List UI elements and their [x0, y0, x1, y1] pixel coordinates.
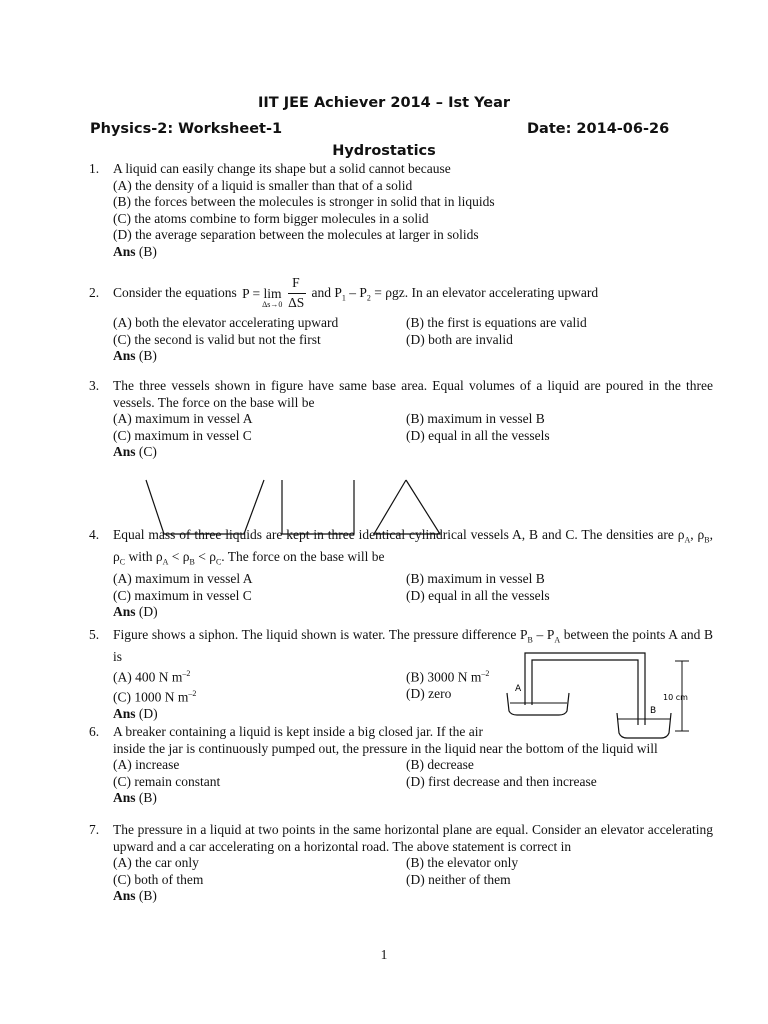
option-a: (A) maximum in vessel A [113, 411, 253, 426]
question-number: 2. [89, 285, 100, 300]
eq-rhs: = ρgz [370, 285, 405, 300]
option-row [113, 855, 713, 872]
stem-text: Consider the equations [113, 285, 237, 300]
option-b: (B) the forces between the molecules is stronger in solid that in liquids [113, 194, 495, 209]
answer-label: Ans [113, 888, 136, 903]
option-c: (C) remain constant [113, 773, 221, 789]
question-stem: The three vessels shown in figure have same base area. Equal volumes of a liquid are poured in the three vessels. The force on the base will be [113, 378, 713, 410]
option-c: (C) maximum in vessel C [113, 427, 252, 443]
option-a: (A) increase [113, 757, 180, 772]
stem-text: Figure shows a siphon. The liquid shown is water. The pressure difference P [113, 627, 528, 642]
question-stem: A liquid can easily change its shape but a solid cannot because [113, 161, 451, 176]
option-row [113, 571, 713, 588]
question-2 [89, 274, 713, 365]
answer-value: (B) [138, 348, 157, 363]
answer [113, 444, 713, 461]
point-b-label: B [650, 706, 657, 716]
option-row [113, 315, 713, 332]
subscript: C [215, 557, 222, 567]
option-b: (B) the first is equations are valid [406, 315, 587, 330]
option-b [406, 666, 489, 686]
stem-minus: – P [532, 627, 555, 642]
question-4 [89, 527, 713, 621]
point-a-label: A [515, 684, 522, 694]
option-a: (A) maximum in vessel A [113, 571, 253, 587]
option-c: (C) the atoms combine to form bigger molecules in a solid [113, 210, 429, 226]
option-a [113, 666, 406, 686]
height-label: 10 cm [663, 693, 688, 702]
question-number: 6. [89, 724, 100, 739]
answer-label: Ans [113, 348, 136, 363]
subscript: B [189, 557, 195, 567]
option-d: (D) the average separation between the molecules at larger in solids [113, 227, 479, 242]
answer-label: Ans [113, 705, 136, 721]
option-d: (D) neither of them [406, 871, 511, 887]
option-b: (B) maximum in vessel B [406, 411, 545, 426]
stem-lt: < ρ [194, 549, 216, 565]
question-7 [89, 822, 713, 905]
stem-end: . The force on the base will be [221, 549, 385, 565]
option-row [113, 411, 713, 428]
stem-post: . In an elevator accelerating upward [404, 285, 599, 300]
answer-value: (B) [138, 243, 157, 259]
answer [113, 348, 713, 365]
stem-text: Equal mass of three liquids are kept in three identical cylindrical vessels A, B and C. The densities are ρ [113, 527, 685, 542]
question-3 [89, 378, 713, 461]
fraction-bar [288, 293, 306, 294]
option-a: (A) the density of a liquid is smaller than that of a solid [113, 177, 413, 193]
subscript: 2 [366, 293, 371, 303]
option-d: (D) zero [406, 685, 452, 701]
answer-value: (D) [138, 604, 158, 620]
question-number: 3. [89, 378, 100, 393]
option-b: (B) decrease [406, 757, 474, 772]
option-row [113, 757, 713, 774]
vessel-b [282, 480, 354, 534]
stem-comma: , [690, 527, 694, 542]
stem-and: and P [311, 285, 342, 300]
option-row [113, 774, 713, 791]
vessel-c [374, 480, 440, 534]
page-number: 1 [380, 947, 388, 962]
eq-denominator: ΔS [288, 294, 305, 310]
left-container [507, 693, 569, 715]
option-b: (B) maximum in vessel B [406, 571, 545, 587]
subscript: B [704, 535, 710, 545]
answer-value: (C) [138, 444, 157, 459]
question-stem: The pressure in a liquid at two points in the same horizontal plane are equal. Consider an elevator accelerating upward and a car accelerating on a horizontal road. The above statement is correct in [113, 822, 713, 854]
question-stem [113, 274, 713, 315]
answer-label: Ans [113, 243, 136, 259]
option-c: (C) the second is valid but not the first [113, 331, 321, 347]
question-stem [113, 527, 713, 571]
option-b: (B) the elevator only [406, 855, 519, 870]
question-number: 7. [89, 822, 100, 837]
worksheet-subject: Physics-2: Worksheet-1 [90, 121, 283, 137]
answer-label: Ans [113, 790, 136, 805]
option-d: (D) equal in all the vessels [406, 427, 550, 443]
option-row [113, 872, 713, 889]
stem-rho: ρ [697, 527, 705, 542]
option-a-text: (A) 400 N m [113, 669, 183, 685]
option-d: (D) equal in all the vessels [406, 587, 550, 603]
subscript: A [554, 635, 561, 645]
question-stem-line-2: inside the jar is continuously pumped out, the pressure in the liquid near the bottom of the liquid will [113, 740, 658, 756]
answer [113, 244, 713, 261]
siphon-tube-outer [525, 653, 645, 725]
superscript: –2 [182, 668, 191, 678]
subscript: B [527, 635, 533, 645]
subscript: C [119, 557, 126, 567]
stem-minus: – P [345, 285, 367, 300]
option-d: (D) both are invalid [406, 331, 513, 347]
eq-lhs: P = lim [242, 285, 282, 301]
answer-value: (B) [138, 790, 157, 805]
eq-limit-sub: Δs→0 [262, 299, 283, 309]
option-row [113, 332, 713, 349]
question-number: 5. [89, 627, 100, 642]
option-c: (C) both of them [113, 871, 204, 887]
answer [113, 604, 713, 621]
option-c-text: (C) 1000 N m [113, 689, 189, 705]
stem-lt: < ρ [168, 549, 190, 565]
option-c [113, 686, 406, 706]
superscript: –2 [188, 688, 197, 698]
vessel-a [146, 480, 264, 534]
answer [113, 888, 713, 905]
stem-text: between the points A and B is [113, 627, 713, 665]
question-number: 1. [89, 161, 100, 176]
answer-label: Ans [113, 604, 136, 620]
question-stem-line-1: A breaker containing a liquid is kept inside a big closed jar. If the air [113, 724, 484, 739]
answer [113, 790, 713, 807]
equation-limit [240, 274, 308, 310]
subscript: 1 [341, 293, 346, 303]
option-d: (D) first decrease and then increase [406, 773, 597, 789]
option-row [113, 428, 713, 445]
question-number: 4. [89, 527, 100, 542]
question-6 [89, 724, 713, 807]
answer-label: Ans [113, 444, 136, 459]
topic-heading: Hydrostatics [332, 143, 436, 159]
option-row [113, 588, 713, 605]
subscript: A [684, 535, 691, 545]
subscript: A [162, 557, 169, 567]
answer-value: (D) [138, 705, 158, 721]
worksheet-date: Date: 2014-06-26 [527, 121, 670, 137]
option-c: (C) maximum in vessel C [113, 587, 252, 603]
option-b-text: (B) 3000 N m [406, 669, 482, 685]
stem-text: , ρ [113, 527, 713, 565]
stem-with: with ρ [125, 549, 163, 565]
answer-value: (B) [138, 888, 157, 903]
option-a: (A) the car only [113, 855, 199, 870]
worksheet-title: IIT JEE Achiever 2014 – Ist Year [257, 95, 511, 111]
option-a: (A) both the elevator accelerating upward [113, 315, 339, 330]
question-1 [89, 161, 713, 260]
superscript: –2 [481, 668, 490, 678]
eq-numerator: F [292, 274, 300, 290]
